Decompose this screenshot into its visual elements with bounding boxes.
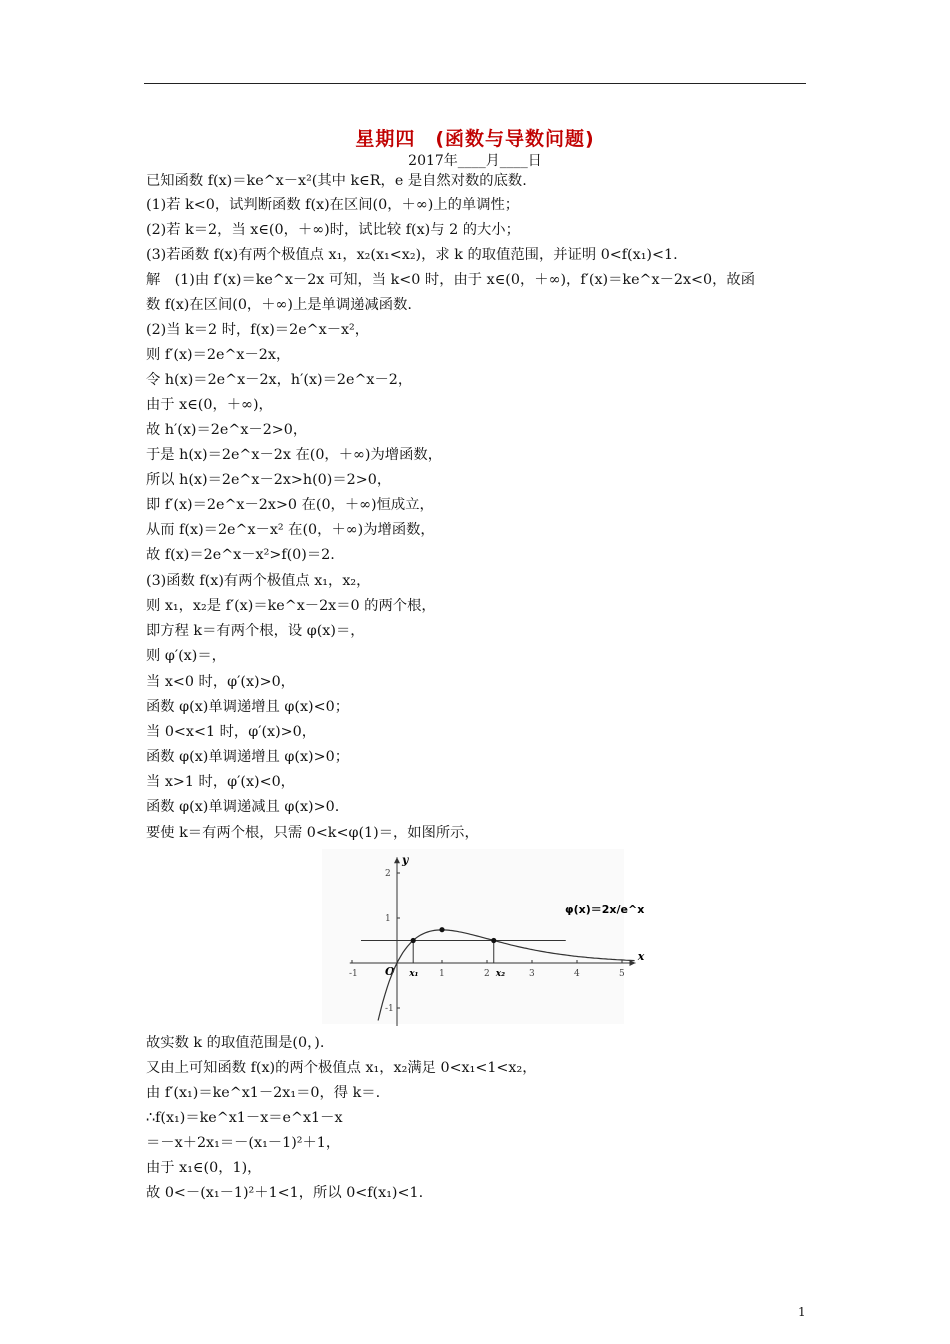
text-line: (1)若 k<0，试判断函数 f(x)在区间(0，＋∞)上的单调性； <box>146 197 520 213</box>
text-line: (3)函数 f(x)有两个极值点 x₁，x₂， <box>146 573 371 589</box>
text-line: 故 0<－(x₁－1)²＋1<1，所以 0<f(x₁)<1. <box>146 1185 424 1201</box>
page-title: 星期四 (函数与导数问题) <box>355 128 595 150</box>
page-number: 1 <box>798 1305 806 1319</box>
text-line: 则 x₁，x₂是 f′(x)＝ke^x－2x＝0 的两个根， <box>146 598 436 614</box>
text-line: 所以 h(x)＝2e^x－2x>h(0)＝2>0， <box>146 472 392 488</box>
text-line: 当 x<0 时，φ′(x)>0， <box>146 674 295 690</box>
x2-label: x₂ <box>495 969 506 979</box>
x-axis-label: x <box>637 950 645 963</box>
text-line: 要使 k＝有两个根，只需 0<k<φ(1)＝，如图所示， <box>146 825 479 841</box>
x-tick-label: 2 <box>484 969 490 979</box>
text-line: 故实数 k 的取值范围是(0，). <box>146 1035 325 1051</box>
y-tick-label: -1 <box>385 1004 394 1014</box>
text-line: 又由上可知函数 f(x)的两个极值点 x₁，x₂满足 0<x₁<1<x₂， <box>146 1060 537 1076</box>
text-line: 由于 x₁∈(0，1)， <box>146 1160 262 1176</box>
y-tick-label: 1 <box>385 914 391 924</box>
graph-svg <box>322 849 645 1024</box>
y-tick-label: 2 <box>385 869 391 879</box>
text-line: 当 0<x<1 时，φ′(x)>0， <box>146 724 317 740</box>
formula-label: φ(x)＝2x/e^x <box>565 903 645 916</box>
x-tick-label: 3 <box>529 969 535 979</box>
text-line: (3)若函数 f(x)有两个极值点 x₁，x₂(x₁<x₂)，求 k 的取值范围，并证明 0<f(x₁)<1. <box>146 247 678 263</box>
text-line: 则 f′(x)＝2e^x－2x， <box>146 347 291 363</box>
text-line: (2)若 k＝2，当 x∈(0，＋∞)时，试比较 f(x)与 2 的大小； <box>146 222 520 238</box>
text-line: 数 f(x)在区间(0，＋∞)上是单调递减函数. <box>146 297 412 313</box>
x-tick-label: -1 <box>349 969 358 979</box>
text-line: 由 f′(x₁)＝ke^x1－2x₁＝0，得 k＝. <box>146 1085 381 1101</box>
text-line: ∴f(x₁)＝ke^x1－x＝e^x1－x <box>146 1110 343 1126</box>
text-line: 从而 f(x)＝2e^x－x² 在(0，＋∞)为增函数， <box>146 522 435 538</box>
text-line: 即 f′(x)＝2e^x－2x>0 在(0，＋∞)恒成立， <box>146 497 434 513</box>
function-graph <box>322 849 645 1024</box>
text-line: 当 x>1 时，φ′(x)<0， <box>146 774 295 790</box>
x2-point <box>491 938 496 943</box>
text-line: 函数 φ(x)单调递增且 φ(x)>0； <box>146 749 349 765</box>
text-line: 函数 φ(x)单调递增且 φ(x)<0； <box>146 699 349 715</box>
x-tick-label: 1 <box>439 969 445 979</box>
x-tick-label: 5 <box>619 969 625 979</box>
text-line: 函数 φ(x)单调递减且 φ(x)>0. <box>146 799 340 815</box>
origin-label: O <box>385 965 395 978</box>
header-rule <box>144 83 806 84</box>
text-line: ＝－x＋2x₁＝－(x₁－1)²＋1， <box>146 1135 341 1151</box>
y-axis-label: y <box>402 853 409 867</box>
text-line: 令 h(x)＝2e^x－2x，h′(x)＝2e^x－2， <box>146 372 413 388</box>
text-line: 由于 x∈(0，＋∞)， <box>146 397 273 413</box>
text-line: (2)当 k＝2 时，f(x)＝2e^x－x²， <box>146 322 370 338</box>
max-point <box>439 927 444 932</box>
text-line: 则 φ′(x)＝， <box>146 648 226 664</box>
text-line: 即方程 k＝有两个根，设 φ(x)＝， <box>146 623 365 639</box>
text-line: 已知函数 f(x)＝ke^x－x²(其中 k∈R，e 是自然对数的底数. <box>146 173 527 189</box>
text-line: 故 f(x)＝2e^x－x²>f(0)＝2. <box>146 547 335 563</box>
x-tick-label: 4 <box>574 969 580 979</box>
text-line: 于是 h(x)＝2e^x－2x 在(0，＋∞)为增函数， <box>146 447 442 463</box>
x1-label: x₁ <box>409 969 419 979</box>
text-line: 故 h′(x)＝2e^x－2>0， <box>146 422 308 438</box>
text-line: 解 (1)由 f′(x)＝ke^x－2x 可知，当 k<0 时，由于 x∈(0，＋∞)，f′(x)＝ke^x－2x<0，故函 <box>146 272 755 288</box>
x1-point <box>411 938 416 943</box>
date-line: 2017年____月____日 <box>408 153 542 169</box>
